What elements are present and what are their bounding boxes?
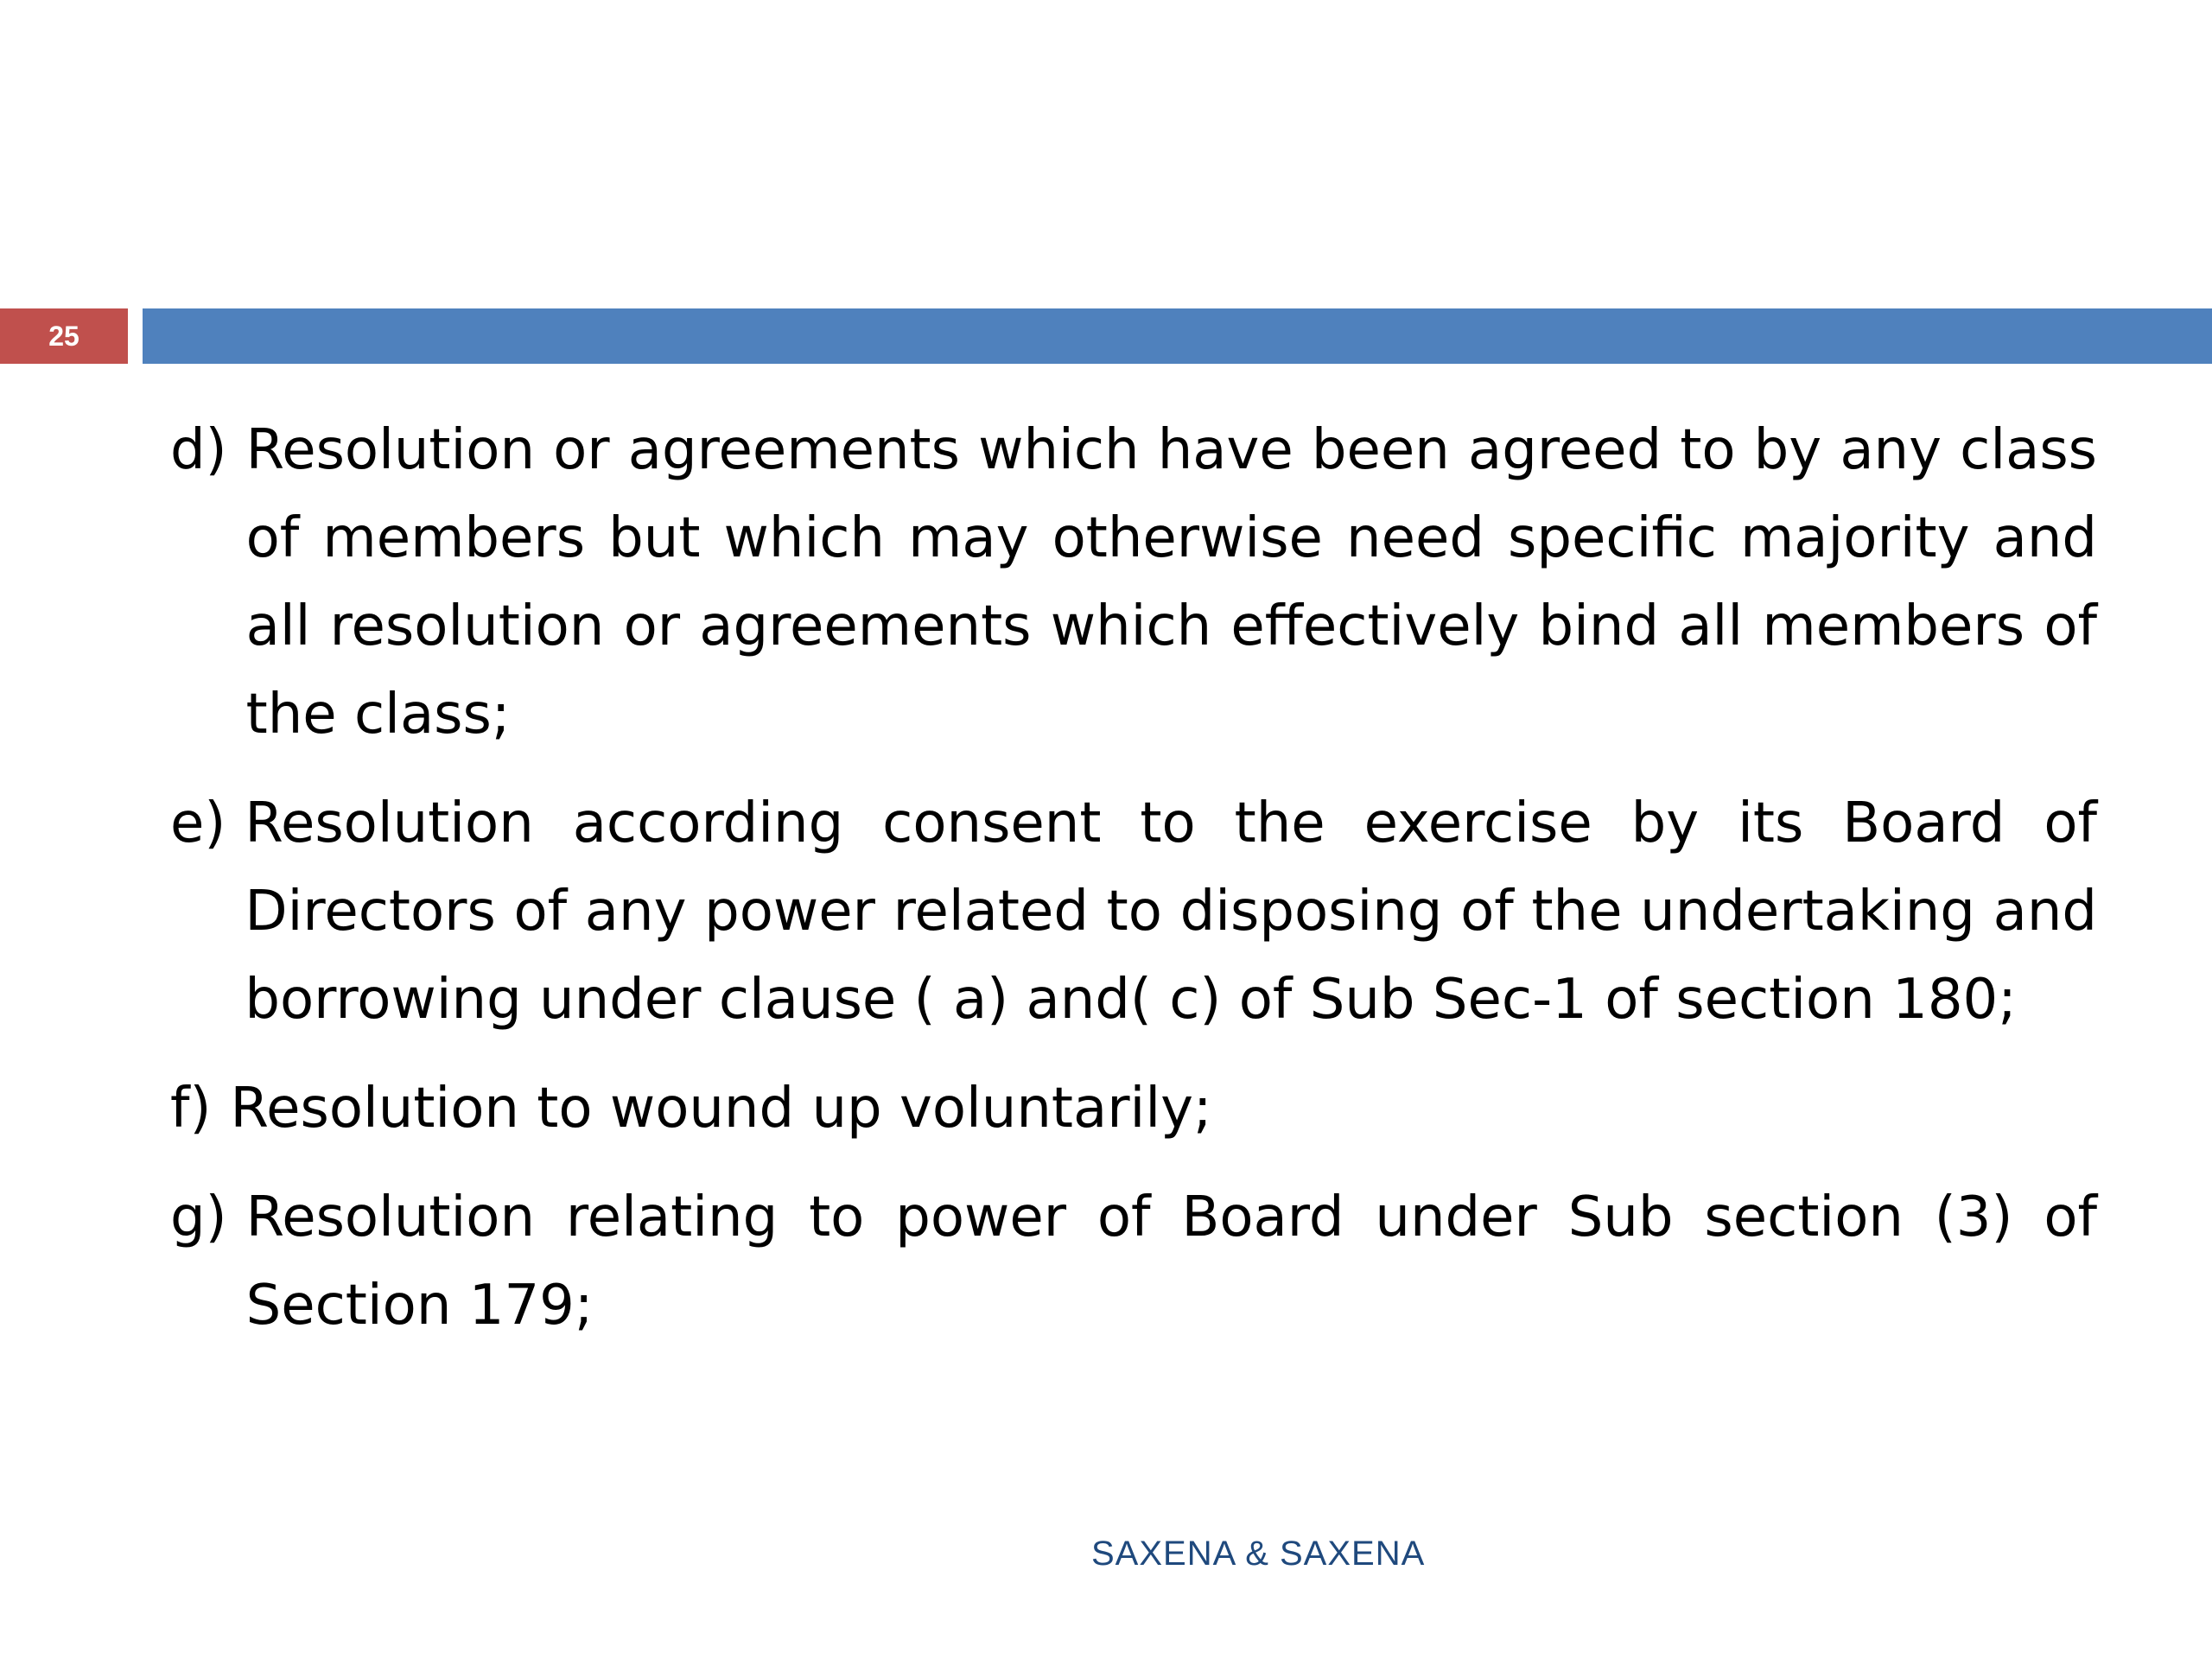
list-item-text: Resolution or agreements which have been agreed to by any class of members but which may otherwise need specific majority and all resolution or agreements which effectively bind all members of the class; [245, 418, 2097, 747]
list-marker: e) [170, 791, 226, 855]
list-item-d [170, 406, 2097, 759]
footer-text: SAXENA & SAXENA [1091, 1535, 1426, 1573]
list-item-text: Resolution relating to power of Board under Sub section (3) of Section 179; [245, 1185, 2097, 1338]
list-item-text: Resolution to wound up voluntarily; [230, 1077, 1212, 1141]
slide-number-badge [0, 308, 128, 364]
header-bar [143, 308, 2212, 364]
list-item-e [170, 779, 2097, 1044]
list-item-text: Resolution according consent to the exercise by its Board of Directors of any power related to disposing of the undertaking and borrowing under clause ( a) and( c) of Sub Sec-1 of section 180; [245, 791, 2097, 1032]
slide-content [170, 406, 2097, 1370]
list-marker: g) [170, 1185, 227, 1249]
list-marker: f) [170, 1077, 212, 1141]
list-item-g [170, 1173, 2097, 1350]
list-marker: d) [170, 418, 227, 482]
list-item-f [170, 1065, 2097, 1153]
slide-number: 25 [48, 320, 79, 352]
